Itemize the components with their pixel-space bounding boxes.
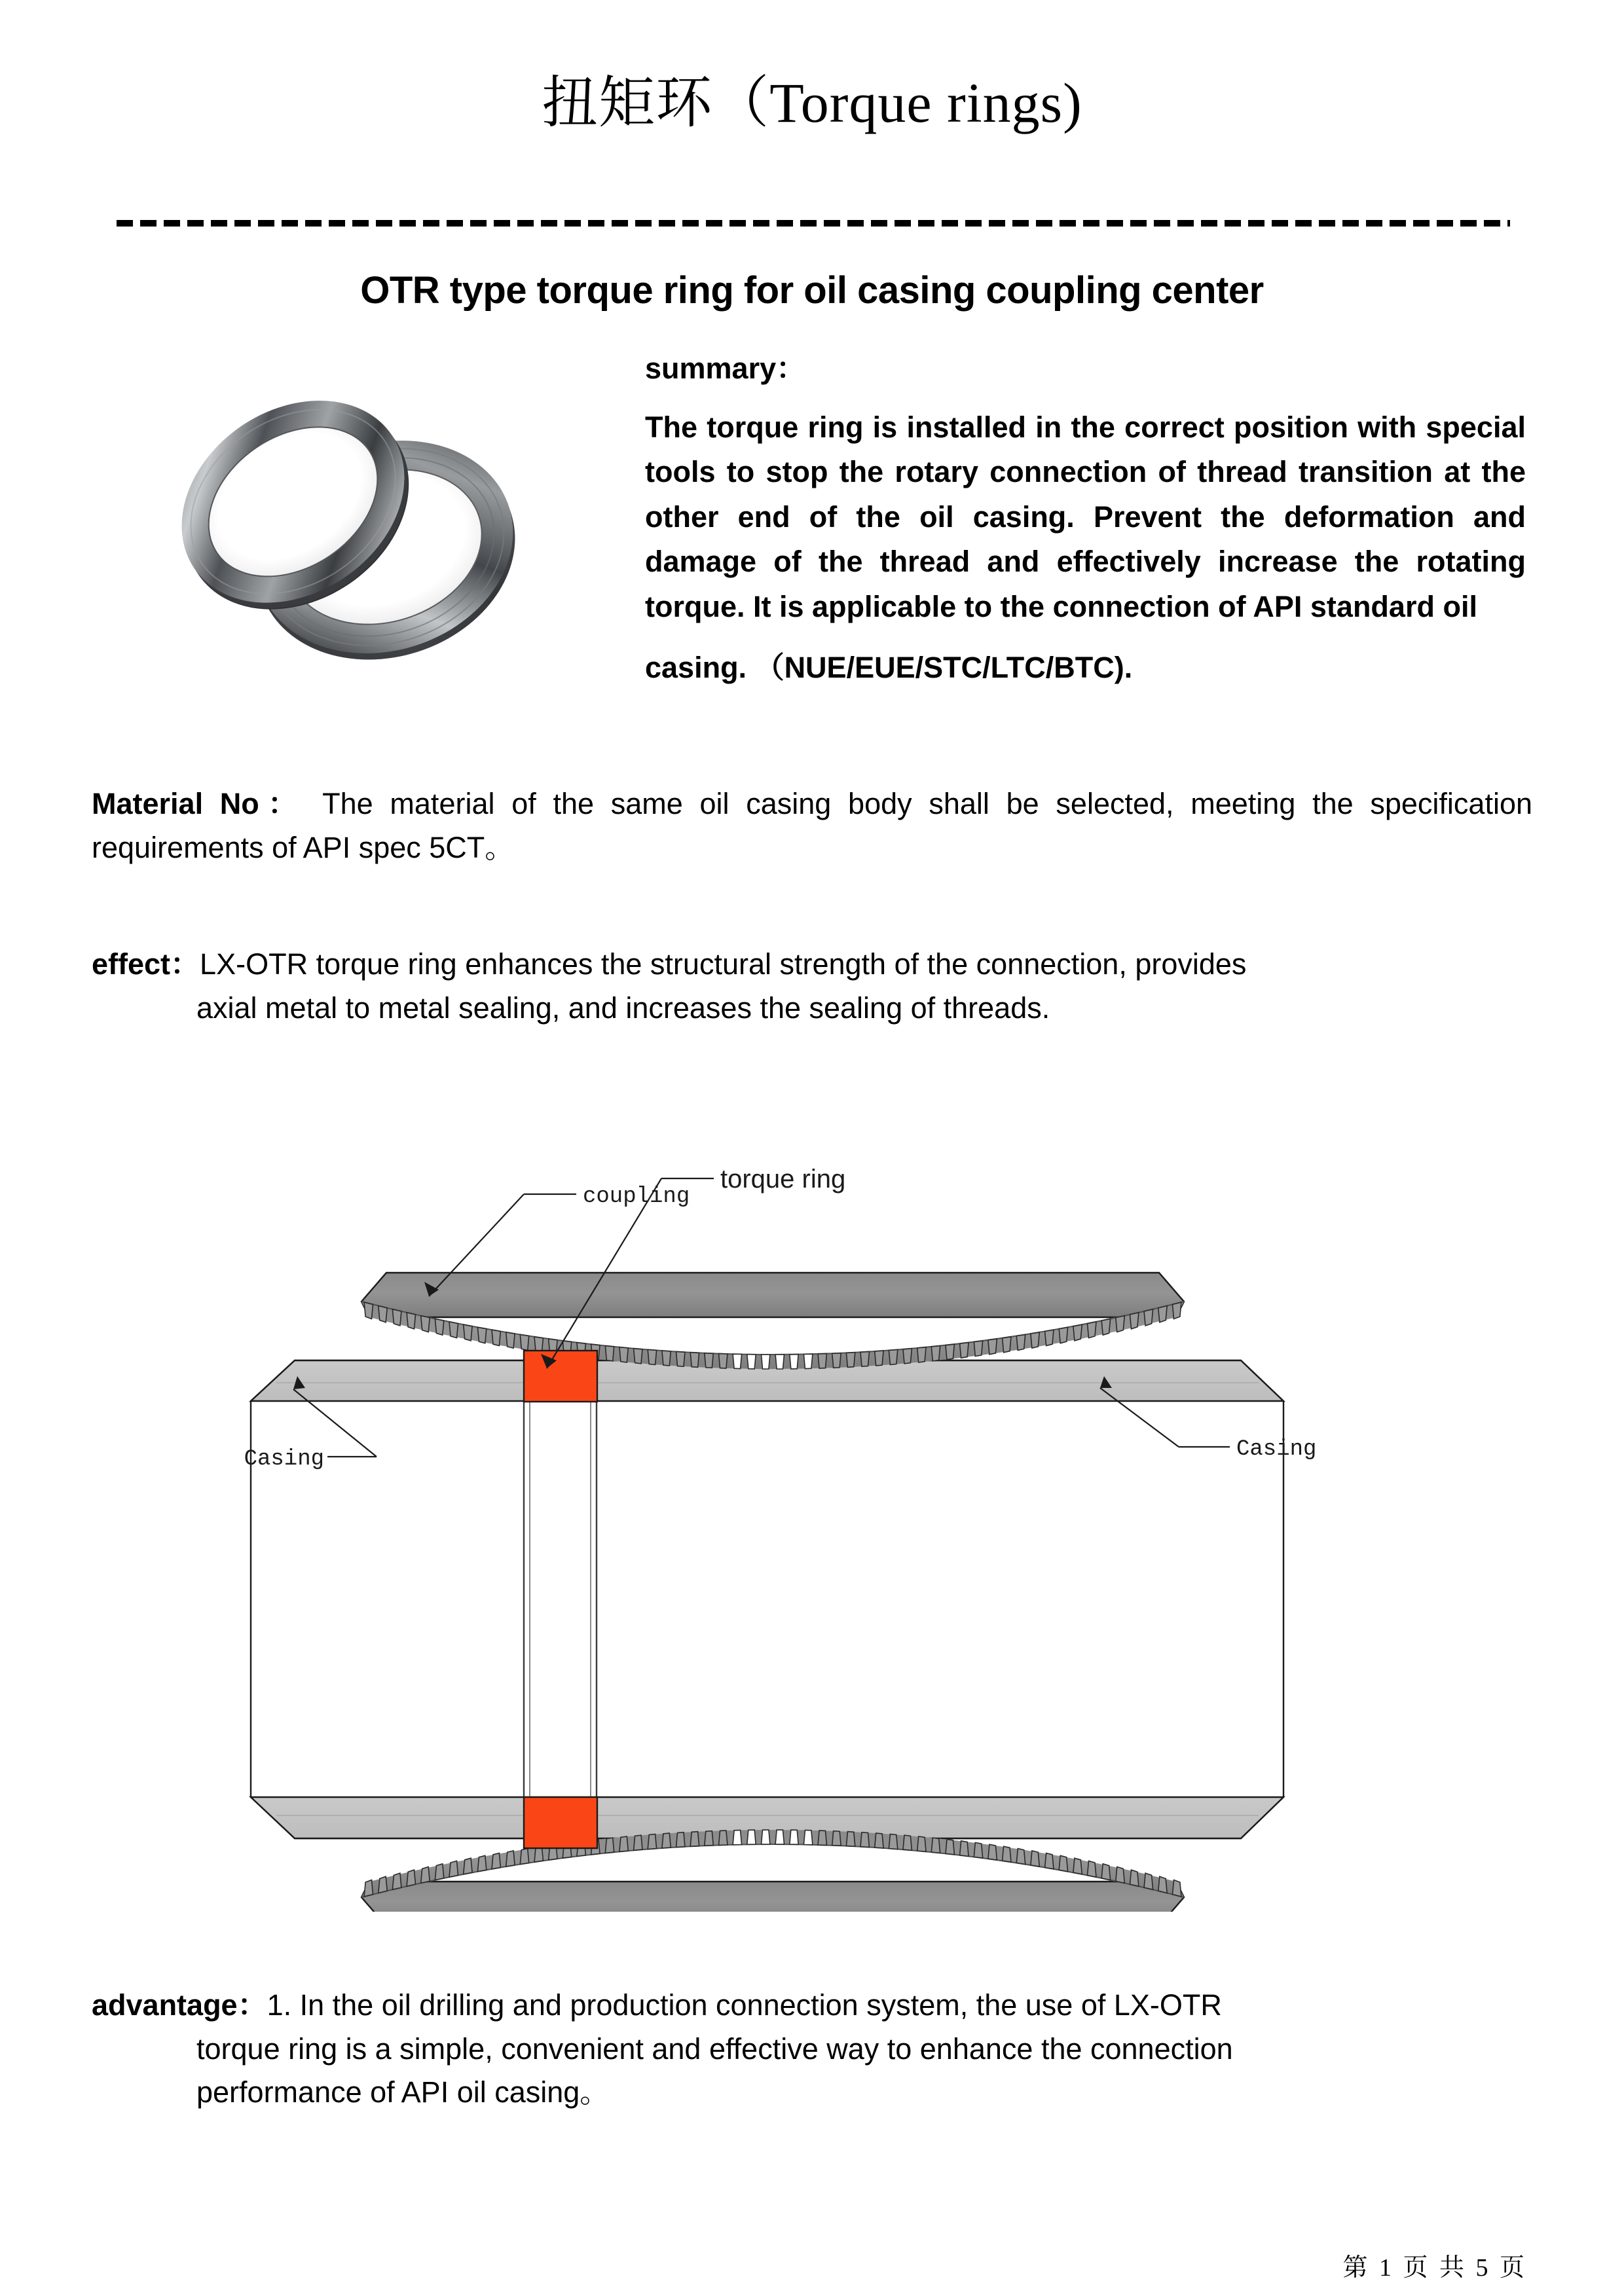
coupling-thread-tooth <box>1003 1337 1011 1353</box>
coupling-thread-tooth <box>492 1853 500 1869</box>
coupling-thread-tooth <box>1045 1330 1054 1345</box>
coupling-thread-tooth <box>449 1322 458 1338</box>
coupling-thread-tooth <box>378 1306 387 1322</box>
coupling-thread-tooth <box>733 1354 742 1368</box>
effect-paragraph <box>92 943 1532 1030</box>
coupling-thread-tooth <box>988 1844 997 1860</box>
coupling-thread-tooth <box>818 1831 826 1845</box>
coupling-thread-tooth <box>464 1858 472 1874</box>
coupling-thread-tooth <box>931 1838 940 1853</box>
coupling-thread-tooth <box>1158 1306 1167 1322</box>
coupling-thread-tooth <box>1088 1861 1097 1877</box>
coupling-thread-tooth <box>407 1870 415 1886</box>
coupling-thread-tooth <box>1101 1319 1110 1335</box>
coupling-thread-tooth <box>1101 1864 1110 1880</box>
coupling-thread-tooth <box>506 1332 515 1348</box>
coupling-thread-tooth <box>762 1830 770 1844</box>
coupling-thread-tooth <box>648 1350 656 1365</box>
advantage-line2: torque ring is a simple, convenient and effective way to enhance the connection <box>196 2032 1233 2066</box>
material-text: The material of the same oil casing body shall be selected, meeting the specification requirements of API spec 5CT。 <box>92 787 1532 864</box>
effect-label: effect： <box>92 947 200 981</box>
summary-block <box>645 354 1526 682</box>
diagram-label-casing-right: Casing <box>1236 1437 1317 1462</box>
page-footer: 第 1 页 共 5 页 <box>1342 2254 1527 2282</box>
coupling-thread-tooth <box>506 1851 515 1867</box>
coupling-thread-tooth <box>832 1831 841 1846</box>
effect-line2: axial metal to metal sealing, and increases the sealing of threads. <box>196 991 1050 1025</box>
coupling-thread-tooth <box>846 1353 855 1368</box>
coupling-thread-tooth <box>520 1334 528 1350</box>
coupling-thread-tooth <box>860 1352 870 1367</box>
coupling-thread-tooth <box>676 1832 686 1848</box>
coupling-thread-tooth <box>1144 1309 1153 1326</box>
coupling-thread-tooth <box>676 1352 686 1367</box>
coupling-thread-tooth <box>775 1355 784 1369</box>
coupling-thread-tooth <box>903 1835 912 1850</box>
summary-label: summary： <box>645 352 806 385</box>
coupling-thread-tooth <box>889 1834 897 1850</box>
coupling-thread-tooth <box>648 1834 656 1850</box>
torque-ring-top-element <box>524 1351 597 1402</box>
advantage-line1: 1. In the oil drilling and production connection system, the use of LX-OTR <box>267 1988 1222 2022</box>
coupling-thread-tooth <box>1045 1853 1054 1869</box>
coupling-thread-tooth <box>705 1831 714 1846</box>
coupling-thread-tooth <box>860 1832 870 1848</box>
coupling-thread-tooth <box>974 1842 982 1858</box>
coupling-thread-tooth <box>1003 1846 1011 1862</box>
diagram-label-casing-left: Casing <box>244 1447 324 1472</box>
torque-ring-bottom-element <box>524 1797 597 1848</box>
coupling-thread-tooth <box>1130 1870 1139 1886</box>
coupling-thread-tooth <box>818 1354 826 1368</box>
advantage-line3: performance of API oil casing。 <box>196 2075 610 2109</box>
coupling-thread-tooth <box>605 1346 614 1361</box>
coupling-thread-tooth <box>790 1830 798 1844</box>
coupling-thread-tooth <box>421 1316 430 1332</box>
coupling-thread-tooth <box>464 1324 472 1341</box>
diagram-label-torque-ring: torque ring <box>720 1165 846 1194</box>
coupling-thread-tooth <box>1073 1324 1082 1341</box>
coupling-thread-tooth <box>619 1836 628 1851</box>
coupling-thread-tooth <box>775 1830 784 1844</box>
coupling-thread-tooth <box>1059 1327 1067 1343</box>
coupling-thread-tooth <box>1130 1313 1139 1329</box>
coupling-thread-tooth <box>1158 1876 1167 1893</box>
coupling-thread-tooth <box>1088 1322 1097 1338</box>
coupling-thread-tooth <box>378 1876 387 1893</box>
coupling-thread-tooth <box>875 1833 883 1848</box>
diagram-label-coupling: coupling <box>583 1184 690 1209</box>
coupling-thread-tooth <box>747 1830 756 1844</box>
coupling-thread-tooth <box>477 1327 486 1343</box>
coupling-thread-tooth <box>662 1351 671 1366</box>
advantage-paragraph <box>92 1984 1532 2115</box>
coupling-thread-tooth <box>988 1339 997 1355</box>
coupling-thread-tooth <box>946 1839 954 1855</box>
coupling-thread-tooth <box>974 1341 982 1357</box>
coupling-thread-tooth <box>1116 1867 1125 1883</box>
coupling-thread-tooth <box>1173 1880 1181 1897</box>
torque-ring-photo <box>124 357 583 691</box>
title-divider-rule <box>117 220 1510 227</box>
coupling-thread-tooth <box>903 1349 912 1364</box>
page-title: 扭矩环（Torque rings) <box>542 71 1082 134</box>
coupling-thread-tooth <box>435 1319 443 1335</box>
coupling-thread-tooth <box>364 1880 373 1897</box>
effect-line1: LX-OTR torque ring enhances the structural strength of the connection, provides <box>200 947 1247 981</box>
summary-body: The torque ring is installed in the correct position with special tools to stop the rotary connection of thread transition at the other end of the oil casing. Prevent the deformation and damage of the thread and effectively increase the rotating torque. It is applicable to the connection of API standard oil <box>645 410 1526 623</box>
coupling-thread-tooth <box>762 1355 770 1369</box>
coupling-thread-tooth <box>1144 1873 1153 1889</box>
coupling-thread-tooth <box>719 1354 728 1368</box>
coupling-thread-tooth <box>662 1833 671 1848</box>
coupling-thread-tooth <box>492 1330 500 1345</box>
coupling-thread-tooth <box>392 1309 401 1326</box>
torque-ring-assembly-diagram <box>131 1133 1493 1912</box>
advantage-label: advantage： <box>92 1988 267 2022</box>
coupling-thread-tooth <box>435 1864 443 1880</box>
coupling-thread-tooth <box>803 1831 813 1845</box>
coupling-thread-tooth <box>634 1349 642 1364</box>
coupling-thread-tooth <box>1016 1849 1025 1865</box>
summary-tail: casing. （NUE/EUE/STC/LTC/BTC). <box>645 650 1133 684</box>
material-label: Material No： <box>92 787 306 820</box>
coupling-thread-tooth <box>846 1832 855 1847</box>
coupling-thread-tooth <box>1031 1332 1039 1348</box>
coupling-thread-tooth <box>931 1346 940 1361</box>
coupling-thread-tooth <box>690 1832 699 1847</box>
coupling-thread-tooth <box>1073 1858 1082 1874</box>
section-heading: OTR type torque ring for oil casing coupling center <box>360 269 1264 312</box>
coupling-thread-tooth <box>832 1353 841 1368</box>
coupling-thread-tooth <box>477 1855 486 1871</box>
coupling-thread-tooth <box>875 1351 883 1366</box>
coupling-thread-tooth <box>960 1841 969 1857</box>
coupling-thread-tooth <box>449 1861 458 1877</box>
coupling-thread-tooth <box>960 1343 969 1358</box>
material-paragraph <box>92 782 1532 869</box>
coupling-thread-tooth <box>790 1355 798 1369</box>
coupling-thread-tooth <box>705 1353 714 1368</box>
coupling-thread-tooth <box>619 1347 628 1362</box>
coupling-thread-tooth <box>719 1831 728 1845</box>
coupling-thread-tooth <box>690 1353 699 1368</box>
coupling-thread-tooth <box>520 1849 528 1865</box>
coupling-thread-tooth <box>889 1350 897 1365</box>
coupling-thread-tooth <box>1059 1855 1067 1871</box>
coupling-thread-tooth <box>1031 1851 1039 1867</box>
coupling-thread-tooth <box>364 1302 373 1319</box>
coupling-thread-tooth <box>917 1347 926 1362</box>
coupling-thread-tooth <box>803 1354 813 1368</box>
coupling-thread-tooth <box>1116 1316 1125 1332</box>
coupling-thread-tooth <box>747 1355 756 1369</box>
coupling-thread-tooth <box>1173 1302 1181 1319</box>
coupling-thread-tooth <box>733 1831 742 1845</box>
coupling-thread-tooth <box>407 1313 415 1329</box>
coupling-thread-tooth <box>634 1835 642 1850</box>
coupling-thread-tooth <box>946 1344 954 1360</box>
coupling-thread-tooth <box>917 1836 926 1851</box>
coupling-thread-tooth <box>392 1873 401 1889</box>
coupling-thread-tooth <box>421 1867 430 1883</box>
coupling-thread-tooth <box>1016 1334 1025 1350</box>
coupling-thread-tooth <box>605 1838 614 1853</box>
